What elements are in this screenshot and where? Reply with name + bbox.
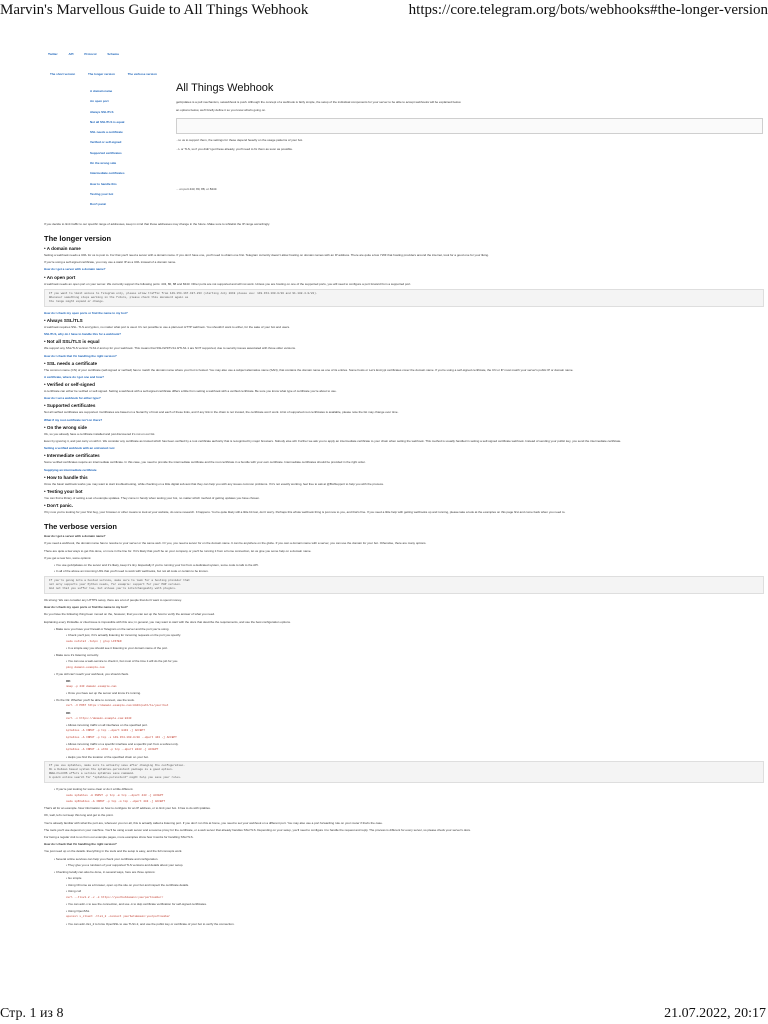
nav-protocol-link[interactable]: Protocol (84, 52, 97, 56)
paragraph: A webhook needs an open port on your server. We currently support the following ports: 443, 80, 88 and 8443. Other ports are not supported and will not work. Unless you are hosting on one of the supported ports, you will need to configure a port forward from a supported port. (44, 281, 411, 286)
print-datetime: 21.07.2022, 20:17 (664, 1006, 766, 1021)
nav-api-link[interactable]: API (68, 52, 74, 56)
nav-twitter-link[interactable]: Twitter (48, 52, 58, 56)
paragraph: A webhook requires SSL. TLS encryption, no matter what port is used. It's not possible to use a plain-text HTTP webhook. You shouldn't want to either, for the sake of your bot and users. (44, 324, 291, 329)
list-item: • Check you'll just, if it's actually listening for incoming requests on the port you specify. (66, 633, 764, 637)
page-title: All Things Webhook (176, 82, 274, 94)
inline-code: nmap -p 443 domain.example.com (66, 684, 117, 688)
toc-item[interactable]: Not all SSL/TLS is equal (90, 119, 125, 124)
toc-item[interactable]: How to handle this (90, 181, 117, 186)
inline-code: sudo iptables -A INPUT -p tcp -m tcp --dport 443 -j ACCEPT (66, 793, 164, 797)
paragraph: Ok, so you already have a certificate installed and just discovered it's not on our list. (44, 431, 156, 436)
intro-text: ...L or TLS, so if you didn't get these already, you'll need to fix them as soon as possible. (176, 147, 293, 151)
heading-handle: • How to handle this (44, 475, 764, 480)
paragraph: You're already familiar with what the port are, wherever you run all, this is actually called a listening port. If you don't run this at home, you need to set your webhook on a different port. You may also use a port forwarding rule on your router if that's the case. (44, 820, 383, 825)
heading-verbose-version: The verbose version (44, 522, 117, 532)
link[interactable]: A certificate, where do I get one and how? (44, 374, 104, 379)
link[interactable]: How do I check that I'm handling the right version? (44, 353, 117, 358)
link[interactable]: How do I check my open ports or find the name to my bot? (44, 310, 128, 315)
inline-code: iptables -A INPUT -i eth0 -p tcp --dport 8443 -j ACCEPT (66, 748, 159, 752)
list-item: • Allows incoming traffic on a specific interface and a specific port from a subnet only. (66, 742, 764, 746)
heading-wrong-side: • On the wrong side (44, 425, 764, 430)
paragraph: How do I check that I'm handling the right version? (44, 842, 117, 847)
paragraph: If you decide to limit traffic to our specific range of addresses, keep in mind that those addresses may change in the future. Make sure to whitelist the IP range accordingly. (44, 222, 270, 226)
paragraph: A certificate can either be verified or self-signed. Setting a webhook with a self-signed certificate differs a little from setting a webhook with a verified certificate. Be sure you know what type of certificate you're about to use. (44, 389, 337, 394)
paragraph: Explaining every thinkable or cited issue is impossible with this one; in general, you may want to start with the docs that describe the requirements, and use the best configuration options. (44, 619, 291, 624)
paragraph: We support any SSL/TLS version TLS1.2 and up for your webhook. This means that SSLV2/3/TLS1.0/TLS1.1 are NOT supported, due to security issues associated with those older versions. (44, 346, 296, 351)
nav-schema-link[interactable]: Schema (107, 52, 119, 56)
toc-item[interactable]: Supported certificates (90, 150, 122, 155)
code-block: If you're going into a hosted service, make sure to look for a hosting provider that not only supports your Python needs, for example: support for your PHP version. And not that you suffer too, but allows you're interchangeably with plugins. (44, 576, 764, 594)
inline-code: iptables -A INPUT -p tcp -s 149.154.160.0/20 --dport 443 -j ACCEPT (66, 735, 177, 739)
toc-item[interactable]: A domain name (90, 89, 113, 93)
list-item: • In a simple way you should see it listening to your domain name of the port. (66, 646, 764, 650)
print-header (0, 0, 768, 22)
heading-ssl: • Always SSL/TLS (44, 318, 764, 323)
top-navigation (48, 52, 129, 56)
paragraph: The common name (CN) of your certificate (self-signed or verified) has to match the domain name where your bot is hosted. You may also use a subject alternative name (SAN), that contains the domain name as one of its entries. Some hosts or Let's Encrypt certificates cover the domain name. If you're using a self-signed certificate, the CN or IP must match your server's public IP or domain name. (44, 367, 574, 372)
toc-item[interactable]: Intermediate certificates (90, 171, 125, 176)
heading-verified: • Verified or self-signed (44, 382, 764, 387)
inline-code: ping domain.example.com (66, 665, 105, 669)
heading-certificate: • SSL needs a certificate (44, 361, 764, 366)
tab-verbose-version[interactable]: The verbose version (127, 72, 157, 76)
list-item: • Make sure you have your firewall or Telegram on the server and the port you're using. (54, 627, 764, 631)
paragraph: You can find a library of setting a set of example updates. They come in handy when testing your bot, no matter which method of getting updates you have chosen. (44, 495, 260, 500)
link[interactable]: What if my root certificate isn't on there? (44, 417, 103, 422)
link[interactable]: How do I set a webhook for either type? (44, 396, 101, 401)
intro-text: getUpdates is a pull mechanism, setwebhook is push. Although the concept of a webhook is fairly simple, the setup of the individual components for your server to be able to accept webhooks will be explained below. (176, 100, 462, 104)
list-item: • You can use a web-service to check it, but most of the time it will do the job for you. (66, 659, 764, 663)
heading-ssl-equal: • Not all SSL/TLS is equal (44, 339, 764, 344)
list-item: • You use getUpdates on the server and it's likely, keep it's tiny. Especially if you're running your bot from a dedicated system, some code to talk to the API. (54, 563, 764, 567)
intro-note-box (176, 118, 763, 134)
paragraph: Even by ignoring it, and just carry on with it. We consider any certificate as trusted which has been verified by a root certificate authority that is recognized by major browsers. Nobody else will. Further we ask you to apply an intermediate certificate to your chain when setting the webhook. This method is usually handled in setting a self-signed certificate webhook. Instead of sending your public key, you send the intermediate certificate. (44, 439, 622, 443)
list-item: • If you still can't reach your webhook, you should check. (54, 672, 764, 676)
paragraph: Once the basic webhook works you may want to start troubleshooting, while checking on a little digital sub-test that they can help you with any issues common problems. If it's not exactly working, feel free to ask at @BotSupport to help you with the process. (44, 481, 384, 486)
paragraph: Do you have the following thing been moved on the, however, that you can set up the host to verify the answer of what you need. (44, 612, 215, 617)
paragraph: If you need a webhook, the domain name has to resolve to your server or the same web. Or you, you need a server for on the domain name. It can be anywhere on the globe. If you own a domain name with a server, you can use the domain for your bot. Otherwise, there are many options. (44, 541, 427, 546)
heading-supported: • Supported certificates (44, 403, 764, 408)
main-content (44, 222, 764, 928)
table-of-contents (90, 86, 160, 210)
list-item: • It's the Ok: Whether you'll be able to connect, use the tools. (54, 698, 764, 702)
ok-label: OK (66, 678, 71, 683)
paragraph: Setting a webhook needs a URL for us to post to. For that you'll need a server with a domain name. If you don't have one, you'll need to obtain one first. Telegram currently doesn't allow hosting on domain names with an IP address. There are quite a few YWZ that hosting providers around the internet, look for a good one for your liking. (44, 253, 489, 257)
link[interactable]: SSL/TLS, why do I have to handle this for a webhook? (44, 332, 122, 337)
list-item: • Using Chrome as a browser, open up the site on your bot and inspect the certificate details. (66, 883, 764, 887)
list-item: • Using curl (66, 889, 764, 893)
inline-code: iptables -A INPUT -p tcp --dport 8443 -j ACCEPT (66, 729, 145, 733)
link[interactable]: Setting a verified webhook with an untrusted root (44, 446, 115, 451)
print-footer (0, 1004, 768, 1024)
paragraph: Ok strong: We can consider any HTTPS setup, there are a lot of people that don't want to spend money. (44, 598, 182, 603)
intro-text: an options below, we'll briefly define it so you know what's going on. (176, 108, 266, 112)
paragraph: Oh, well, let's not keep this long and get to the point. (44, 813, 114, 818)
list-item: • Checking locally can also be done, in several ways, here are three options: (54, 870, 764, 874)
ok-label: OK (66, 710, 71, 715)
paragraph: How do I get a server with a domain name? (44, 534, 106, 539)
list-item: • You can add -v to see the connection, and use -k to skip certificate verification for self-signed certificates. (66, 902, 764, 906)
list-item: • You can add -tls1_2 to force OpenSSL to use TLS1.2, and use the public key or certificate of your bot to verify the connection. (66, 922, 764, 926)
heading-longer-version: The longer version (44, 234, 112, 243)
toc-item[interactable]: On the wrong side (90, 161, 117, 166)
tab-short-version[interactable]: The short version (50, 72, 76, 76)
inline-code: sudo netstat -tulpn | grep LISTEN (66, 640, 122, 643)
toc-item[interactable]: Testing your bot (90, 191, 114, 196)
list-item: • Allows incoming traffic on all interfaces on the specified port. (66, 723, 764, 727)
heading-port: • An open port (44, 275, 764, 280)
list-item: • In all of the above an incoming URL that you'll need to work with webhooks, but not all code or certain to be known. (54, 569, 764, 573)
paragraph: That's all for an example. Now information on how to configure for an IP address, or to limit your bot. It has to do with iptables. (44, 806, 211, 811)
paragraph: There are quite a few ways to get this done, or more in the line for. If it's likely that you'll be on your company or you'll be running it from a home connection, let us give you some help on a domain name. (44, 548, 312, 553)
link[interactable]: How do I get a server with a domain name? (44, 267, 106, 272)
intro-text: ... on port 443, 80, 88, or 8443. (176, 187, 218, 191)
heading-dont-panic: • Don't panic. (44, 503, 764, 508)
tab-longer-version[interactable]: The longer version (88, 72, 115, 76)
code-block: If you want to limit access to Telegram only, please allow traffic from 149.154.167.197-233 (starting July 2019 please use: 149.154.160.0/20 and 91.108.4.0/22). Whenever something stops working in the future, please check this document again as the range might expand or change. (44, 289, 764, 307)
paragraph: Not all verified certificates are supported. Certificates are based on a hierarchy of trust and each of these links, and if any link in the chain is not trusted, the certificate won't work. A list of supported root certificates is available, please note the list may change over time. (44, 410, 399, 415)
print-url: https://core.telegram.org/bots/webhooks#the-longer-version (408, 2, 768, 18)
toc-item[interactable]: Don't panic (90, 202, 107, 207)
list-item: • Go simple (66, 876, 764, 880)
paragraph: The tools you'll use depend on your machine. You'll be using a web server and a reverse proxy for the certificate, or a web server that already handles SSL/TLS. Depending on your setup, you'll need to configure it to handle the request and reply. The process is different for every server, so please check your server's docs. (44, 827, 471, 832)
inline-code: curl --tlsv1.2 -v -k https://yourbotdomain:yourportnumber/ (66, 896, 164, 900)
heading-domain: • A domain name (44, 246, 764, 251)
inline-code: curl -X POST https://domain.example.com:8443/path/to/your/bot (66, 704, 169, 708)
toc-item[interactable]: An open port (90, 99, 109, 104)
inline-code: openssl s_client -tls1_2 -connect yourbotdomain:yourportnumber (66, 915, 171, 919)
paragraph: If by now you're looking for your first bug, your browser or other means to look at your website, do some research. It happens. You're quite likely still a little bit lost, don't worry. Perhaps this whole webhook thing is just new to you, and that's fine. If you need a little help with getting webhooks up and running, please take a look at the examples on this page first and come back when you need to. (44, 510, 566, 515)
inline-code: curl -v https://domain.example.com:8443 (66, 716, 132, 720)
toc-item[interactable]: Verified or self-signed (90, 140, 122, 145)
list-item: • Several online services can help you check your certificate and configuration. (54, 857, 764, 861)
list-item: • Using OpenSSL (66, 909, 764, 913)
page-number: Стр. 1 из 8 (0, 1006, 64, 1021)
heading-intermediate: • Intermediate certificates (44, 453, 764, 458)
heading-testing: • Testing your bot (44, 489, 764, 494)
print-title: Marvin's Marvellous Guide to All Things Webhook (0, 2, 309, 18)
paragraph: How do I check my open ports or find the name to my bot? (44, 605, 128, 610)
inline-code: sudo ip6tables -A INPUT -p tcp -m tcp --dport 443 -j ACCEPT (66, 800, 166, 803)
version-navigation (50, 72, 169, 76)
toc-item[interactable]: SSL needs a certificate (90, 130, 123, 135)
list-item: • If you're just looking for some clear or do it a little different. (54, 787, 764, 791)
paragraph: If you're using a self-signed certificate, you may use a static IP as a URL instead of a domain name. (44, 260, 177, 265)
list-item: • Once you have set up the server and know it's running. (66, 691, 764, 695)
paragraph: You just need up on the details. Everything in the tools and the setup is easy, and the full concepts work. (44, 849, 183, 854)
paragraph: Some verified certificates require an intermediate certificate. In this case, you need to provide the intermediate certificate and the root certificate in a bundle with your own certificate. Intermediate certificates should be provided in the right order. (44, 460, 366, 465)
list-item: • They give you a rundown of your supported TLS versions and details about your setup. (66, 863, 764, 867)
code-block: If you use iptables, make sure to actually save after changing the configuration. On a Debian based system the iptables-persistent package is a good option. RHEL/CentOS offers a service iptables save command. A quick online search for "iptables-persistent" might help you save your rules. (44, 761, 764, 783)
list-item: • Make sure it's listening correctly. (54, 653, 764, 657)
intro-text: ...to us to support them, the settings for these depend heavily on the usage patterns of your bot. (176, 138, 303, 142)
paragraph: For being a regular visit to us from our example pages, more examples show how it works for handling SSL/TLS. (44, 834, 194, 839)
toc-item[interactable]: Always SSL/TLS (90, 109, 114, 114)
link[interactable]: Supplying an intermediate certificate (44, 467, 97, 472)
paragraph: If you get a new box, some options: (44, 555, 92, 560)
list-item: • Helps you find the location of the specified chain on your bot. (66, 755, 764, 759)
